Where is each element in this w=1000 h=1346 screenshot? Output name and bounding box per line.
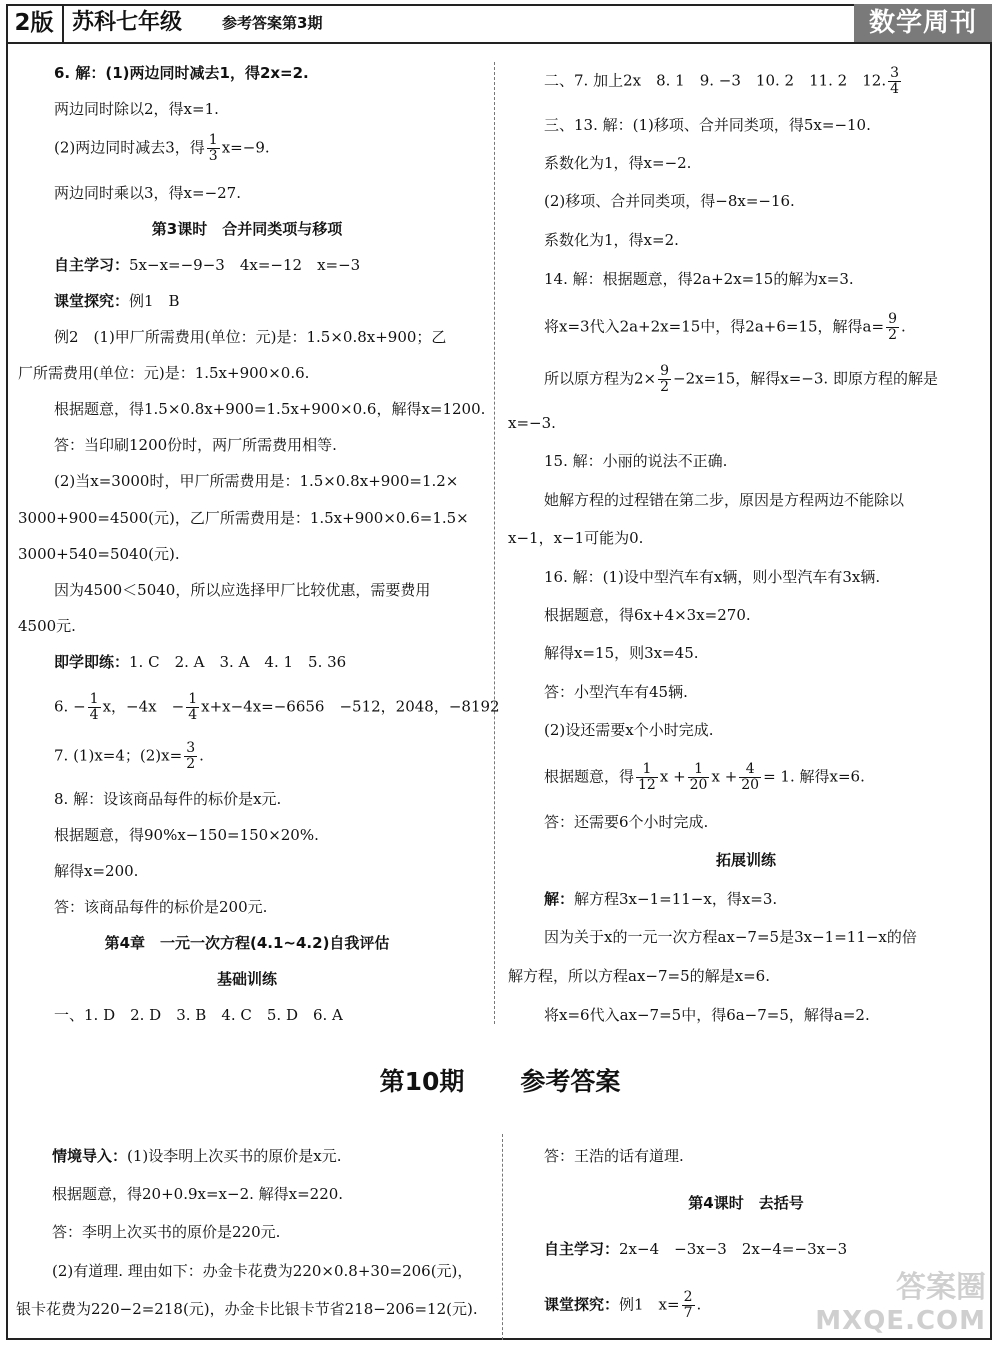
- answer-line: 15. 解：小丽的说法不正确.: [544, 452, 728, 470]
- answer-line: 3000+540=5040(元).: [18, 545, 180, 563]
- fraction-numerator: 1: [89, 691, 99, 707]
- fraction-numerator: 1: [208, 132, 218, 148]
- answer-line: 答：小型汽车有45辆.: [544, 683, 688, 701]
- answer-text: (1)设李明上次买书的原价是x元.: [127, 1147, 342, 1165]
- answer-text: 所以原方程为2×: [544, 369, 657, 388]
- answer-text: 7. (1)x=4；(2)x=: [54, 746, 183, 765]
- subsection-heading: 拓展训练: [715, 851, 776, 869]
- fraction-denominator: 4: [188, 707, 198, 723]
- fraction-denominator: 4: [890, 81, 900, 97]
- answer-line: (2)移项、合并同类项，得−8x=−16.: [544, 192, 795, 210]
- fraction-denominator: 20: [689, 777, 708, 793]
- section-label: 课堂探究：: [544, 1295, 620, 1314]
- answer-line: 一、1. D 2. D 3. B 4. C 5. D 6. A: [54, 1006, 343, 1024]
- answer-text: 将x=3代入2a+2x=15中，得2a+6=15，解得a=: [544, 317, 885, 336]
- fraction: [886, 312, 899, 343]
- section-label: 自主学习：: [54, 256, 130, 274]
- fraction-numerator: 1: [636, 762, 658, 778]
- column-divider: [502, 1134, 503, 1340]
- fraction-numerator: 3: [890, 65, 900, 81]
- answer-line: [54, 651, 346, 673]
- fraction: [207, 133, 220, 164]
- answer-line: [544, 66, 903, 97]
- grade-label: 苏科七年级: [72, 10, 183, 35]
- fraction-numerator: 2: [683, 1289, 693, 1305]
- subsection-heading: 基础训练: [216, 970, 277, 988]
- answer-line: 根据题意，得90%x−150=150×20%.: [54, 826, 319, 844]
- answer-line: [54, 290, 180, 312]
- answer-line: 答：还需要6个小时完成.: [544, 813, 709, 831]
- fraction: [688, 762, 710, 793]
- answer-text: 5x−x=−9−3 4x=−12 x=−3: [129, 256, 361, 274]
- publication-title: 数学周刊: [854, 4, 992, 42]
- answer-text: x，−4x −: [102, 697, 185, 716]
- answer-line: 根据题意，得6x+4×3x=270.: [544, 606, 751, 624]
- answer-line: 8. 解：设该商品每件的标价是x元.: [54, 790, 282, 808]
- answer-line: [544, 364, 938, 395]
- answer-line: (2)设还需要x个小时完成.: [544, 721, 714, 739]
- fraction: [739, 762, 761, 793]
- answer-text: = 1. 解得x=6.: [763, 767, 865, 786]
- fraction-denominator: 2: [660, 379, 670, 395]
- answer-line: [54, 62, 309, 84]
- answer-line: [54, 254, 360, 276]
- answer-text: 2x−4 −3x−3 2x−4=−3x−3: [619, 1240, 848, 1258]
- fraction-numerator: 1: [688, 762, 710, 778]
- answer-text: x+x−4x=−6656 −512，2048，−8192: [201, 697, 500, 716]
- section-label: 情境导入：: [52, 1147, 128, 1165]
- issue-title: 参考答案: [520, 1067, 621, 1096]
- answer-text: 解方程3x−1=11−x，得x=3.: [574, 890, 778, 908]
- lesson-heading: 第4课时 去括号: [688, 1194, 804, 1212]
- answer-text: x=−9.: [221, 138, 270, 157]
- answer-text: 二、7. 加上2x 8. 1 9. −3 10. 2 11. 2 12.: [544, 71, 887, 90]
- fraction-denominator: 7: [683, 1305, 693, 1321]
- fraction-denominator: 2: [186, 756, 196, 772]
- edition-label: 2版: [6, 4, 64, 42]
- section-label: 自主学习：: [544, 1240, 620, 1258]
- answer-line: 16. 解：(1)设中型汽车有x辆，则小型汽车有3x辆.: [544, 568, 881, 586]
- answer-line: 两边同时乘以3，得x=−27.: [54, 184, 241, 202]
- issue-10-heading: [0, 1062, 1000, 1098]
- answer-line: 根据题意，得1.5×0.8x+900=1.5x+900×0.6，解得x=1200.: [54, 400, 486, 418]
- answer-line: [544, 1290, 701, 1321]
- fraction-denominator: 2: [888, 327, 897, 343]
- answer-text: −2x=15，解得x=−3. 即原方程的解是: [673, 369, 938, 388]
- fraction-denominator: 4: [89, 707, 99, 723]
- lesson-heading: 第3课时 合并同类项与移项: [151, 220, 343, 238]
- watermark: [815, 1262, 986, 1336]
- section-label: 即学即练：: [54, 653, 130, 671]
- fraction-numerator: 9: [888, 311, 897, 327]
- fraction-numerator: 3: [186, 740, 196, 756]
- section-label: 解：: [544, 890, 575, 908]
- fraction: [184, 741, 197, 772]
- fraction: [682, 1290, 695, 1321]
- fraction-denominator: 12: [638, 777, 656, 793]
- fraction: [888, 66, 901, 97]
- answer-line: [54, 692, 500, 723]
- watermark-url: MXQE.COM: [815, 1306, 986, 1336]
- answer-line: (2)有道理. 理由如下：办金卡花费为220×0.8+30=206(元)，: [52, 1262, 473, 1280]
- answer-line: 解得x=200.: [54, 862, 139, 880]
- answer-text: .: [199, 746, 204, 765]
- fraction: [658, 364, 671, 395]
- fraction: [88, 692, 101, 723]
- answer-line: [54, 133, 270, 164]
- fraction: [636, 762, 658, 793]
- section-label: 课堂探究：: [54, 292, 130, 310]
- answer-text: .: [900, 317, 906, 336]
- answer-text: 根据题意，得: [544, 767, 635, 786]
- answer-line: 解方程，所以方程ax−7=5的解是x=6.: [508, 967, 770, 985]
- answer-line: (2)当x=3000时，甲厂所需费用是：1.5×0.8x+900=1.2×: [54, 472, 459, 490]
- answer-line: 例2 (1)甲厂所需费用(单位：元)是：1.5×0.8x+900；乙: [54, 328, 447, 346]
- answer-line: 银卡花费为220−2=218(元)，办金卡比银卡节省218−206=12(元).: [16, 1300, 478, 1318]
- answer-text: 例1 B: [129, 292, 180, 310]
- answer-text: x +: [711, 767, 738, 786]
- answer-line: 答：王浩的话有道理.: [544, 1147, 684, 1165]
- answer-line: [52, 1145, 342, 1167]
- answer-text: (2)两边同时减去3，得: [54, 138, 205, 157]
- answer-line: x−1，x−1可能为0.: [508, 529, 644, 547]
- answer-text: 例1 x=: [619, 1295, 680, 1314]
- answer-line: [544, 312, 906, 343]
- answer-text: 6. −: [54, 697, 86, 716]
- column-divider: [494, 62, 495, 1024]
- answer-line: [544, 888, 777, 910]
- answer-line: 14. 解：根据题意，得2a+2x=15的解为x=3.: [544, 270, 854, 288]
- answer-line: 三、13. 解：(1)移项、合并同类项，得5x=−10.: [544, 116, 871, 134]
- answer-line: 答：该商品每件的标价是200元.: [54, 898, 268, 916]
- answer-line: 她解方程的过程错在第二步，原因是方程两边不能除以: [544, 491, 905, 509]
- fraction-denominator: 3: [208, 148, 218, 164]
- answer-line: 因为4500＜5040，所以应选择甲厂比较优惠，需要费用: [54, 581, 431, 599]
- answer-line: 厂所需费用(单位：元)是：1.5x+900×0.6.: [18, 364, 310, 382]
- answer-line: x=−3.: [508, 414, 556, 432]
- fraction-denominator: 20: [741, 777, 760, 793]
- answer-line: [54, 741, 204, 772]
- answer-line: 答：当印刷1200份时，两厂所需费用相等.: [54, 436, 337, 454]
- issue-number: 第10期: [379, 1067, 465, 1096]
- answer-text: 1. C 2. A 3. A 4. 1 5. 36: [129, 653, 347, 671]
- answer-line: 解得x=15，则3x=45.: [544, 644, 699, 662]
- answer-line: 3000+900=4500(元)，乙厂所需费用是：1.5x+900×0.6=1.5×: [18, 509, 469, 527]
- answer-line: 系数化为1，得x=−2.: [544, 154, 692, 172]
- fraction-numerator: 9: [660, 363, 670, 379]
- answer-line: 两边同时除以2，得x=1.: [54, 100, 219, 118]
- answer-line: 因为关于x的一元一次方程ax−7=5是3x−1=11−x的倍: [544, 928, 917, 946]
- answer-text: x +: [659, 767, 686, 786]
- answer-line: 根据题意，得20+0.9x=x−2. 解得x=220.: [52, 1185, 344, 1203]
- answer-text: .: [696, 1295, 702, 1314]
- answer-line: 4500元.: [18, 617, 76, 635]
- page-header: [6, 4, 992, 44]
- chapter-heading: 第4章 一元一次方程(4.1~4.2)自我评估: [104, 934, 390, 952]
- answer-line: [544, 762, 865, 793]
- answer-line: [544, 1238, 847, 1260]
- answer-text: 6. 解：(1)两边同时减去1，得2x=2.: [54, 64, 309, 82]
- fraction-numerator: 4: [739, 762, 761, 778]
- watermark-text: 答案圈: [896, 1270, 986, 1305]
- fraction-numerator: 1: [188, 691, 198, 707]
- answer-line: 答：李明上次买书的原价是220元.: [52, 1223, 281, 1241]
- answer-line: 系数化为1，得x=2.: [544, 231, 679, 249]
- fraction: [186, 692, 199, 723]
- issue-label: 参考答案第3期: [222, 14, 323, 32]
- answer-line: 将x=6代入ax−7=5中，得6a−7=5，解得a=2.: [544, 1006, 870, 1024]
